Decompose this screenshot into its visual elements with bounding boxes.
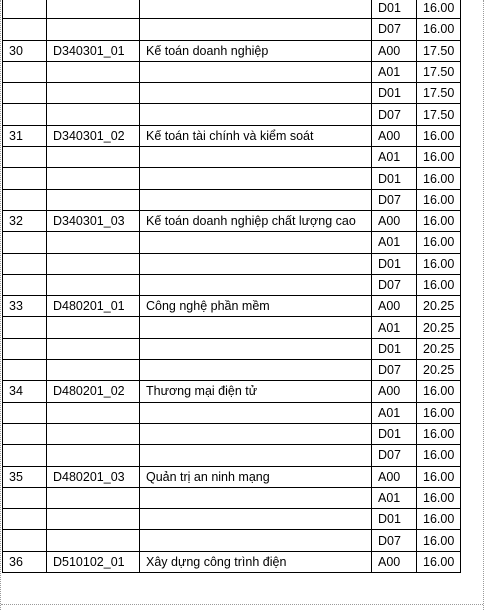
row-number-cell	[3, 104, 47, 125]
subject-combination-cell: A00	[372, 381, 417, 402]
table-row	[3, 296, 461, 317]
cutoff-score-cell: 17.50	[417, 83, 461, 104]
subject-combination-cell: D01	[372, 0, 417, 19]
table-row	[3, 530, 461, 551]
subject-combination-cell: A01	[372, 317, 417, 338]
table-body	[3, 0, 461, 573]
admission-score-table	[2, 0, 461, 573]
row-number-cell	[3, 168, 47, 189]
row-number-cell	[3, 402, 47, 423]
table-row	[3, 487, 461, 508]
row-number-cell	[3, 19, 47, 40]
table-row	[3, 125, 461, 146]
major-name-cell	[140, 232, 372, 253]
row-number-cell	[3, 338, 47, 359]
major-code-cell	[47, 402, 140, 423]
major-code-cell	[47, 253, 140, 274]
cutoff-score-cell: 16.00	[417, 232, 461, 253]
major-code-cell: D510102_01	[47, 551, 140, 572]
major-name-cell	[140, 530, 372, 551]
subject-combination-cell: D07	[372, 19, 417, 40]
table-row	[3, 338, 461, 359]
subject-combination-cell: A01	[372, 232, 417, 253]
row-number-cell: 30	[3, 40, 47, 61]
row-number-cell	[3, 487, 47, 508]
table-row	[3, 466, 461, 487]
major-code-cell	[47, 530, 140, 551]
major-code-cell: D340301_01	[47, 40, 140, 61]
major-name-cell	[140, 168, 372, 189]
subject-combination-cell: A00	[372, 210, 417, 231]
cutoff-score-cell: 16.00	[417, 381, 461, 402]
row-number-cell	[3, 232, 47, 253]
cutoff-score-cell: 16.00	[417, 445, 461, 466]
major-code-cell	[47, 83, 140, 104]
row-number-cell	[3, 253, 47, 274]
major-name-cell	[140, 189, 372, 210]
major-name-cell	[140, 445, 372, 466]
row-number-cell	[3, 509, 47, 530]
major-name-cell: Kế toán doanh nghiệp chất lượng cao	[140, 210, 372, 231]
major-code-cell	[47, 104, 140, 125]
cutoff-score-cell: 20.25	[417, 360, 461, 381]
row-number-cell: 36	[3, 551, 47, 572]
subject-combination-cell: D07	[372, 530, 417, 551]
row-number-cell	[3, 317, 47, 338]
cutoff-score-cell: 16.00	[417, 125, 461, 146]
subject-combination-cell: D07	[372, 274, 417, 295]
table-row	[3, 360, 461, 381]
table-row	[3, 0, 461, 19]
major-code-cell	[47, 317, 140, 338]
row-number-cell	[3, 83, 47, 104]
table-row	[3, 551, 461, 572]
table-row	[3, 189, 461, 210]
major-code-cell	[47, 487, 140, 508]
subject-combination-cell: A01	[372, 147, 417, 168]
major-name-cell	[140, 274, 372, 295]
major-code-cell: D480201_02	[47, 381, 140, 402]
subject-combination-cell: A00	[372, 40, 417, 61]
cutoff-score-cell: 20.25	[417, 338, 461, 359]
row-number-cell	[3, 530, 47, 551]
table-row	[3, 104, 461, 125]
major-code-cell	[47, 61, 140, 82]
cutoff-score-cell: 16.00	[417, 487, 461, 508]
cutoff-score-cell: 17.50	[417, 40, 461, 61]
subject-combination-cell: D01	[372, 83, 417, 104]
major-code-cell	[47, 423, 140, 444]
major-name-cell: Thương mại điện tử	[140, 381, 372, 402]
major-name-cell	[140, 104, 372, 125]
major-name-cell	[140, 83, 372, 104]
row-number-cell	[3, 147, 47, 168]
table-row	[3, 168, 461, 189]
major-code-cell	[47, 509, 140, 530]
major-name-cell: Kế toán tài chính và kiểm soát	[140, 125, 372, 146]
cutoff-score-cell: 16.00	[417, 274, 461, 295]
major-name-cell	[140, 509, 372, 530]
major-name-cell	[140, 253, 372, 274]
subject-combination-cell: A01	[372, 487, 417, 508]
major-code-cell	[47, 147, 140, 168]
cutoff-score-cell: 17.50	[417, 61, 461, 82]
table-row	[3, 445, 461, 466]
major-name-cell	[140, 402, 372, 423]
major-name-cell: Xây dựng công trình điện	[140, 551, 372, 572]
row-number-cell	[3, 189, 47, 210]
table-row	[3, 381, 461, 402]
major-code-cell: D340301_02	[47, 125, 140, 146]
subject-combination-cell: D07	[372, 360, 417, 381]
major-code-cell: D480201_01	[47, 296, 140, 317]
major-code-cell	[47, 189, 140, 210]
table-row	[3, 509, 461, 530]
subject-combination-cell: D01	[372, 338, 417, 359]
major-name-cell	[140, 0, 372, 19]
subject-combination-cell: D07	[372, 445, 417, 466]
cutoff-score-cell: 16.00	[417, 509, 461, 530]
subject-combination-cell: D07	[372, 104, 417, 125]
major-name-cell: Kế toán doanh nghiệp	[140, 40, 372, 61]
major-code-cell	[47, 445, 140, 466]
row-number-cell: 31	[3, 125, 47, 146]
major-name-cell: Quản trị an ninh mạng	[140, 466, 372, 487]
cutoff-score-cell: 20.25	[417, 317, 461, 338]
major-name-cell	[140, 317, 372, 338]
major-name-cell	[140, 19, 372, 40]
table-row	[3, 61, 461, 82]
subject-combination-cell: A00	[372, 551, 417, 572]
major-code-cell	[47, 168, 140, 189]
major-code-cell	[47, 338, 140, 359]
table-row	[3, 19, 461, 40]
major-name-cell	[140, 147, 372, 168]
major-name-cell	[140, 360, 372, 381]
table-row	[3, 402, 461, 423]
table-row	[3, 423, 461, 444]
subject-combination-cell: A00	[372, 466, 417, 487]
table-row	[3, 83, 461, 104]
table-row	[3, 147, 461, 168]
subject-combination-cell: A00	[372, 296, 417, 317]
major-code-cell	[47, 19, 140, 40]
subject-combination-cell: D01	[372, 253, 417, 274]
cutoff-score-cell: 16.00	[417, 210, 461, 231]
row-number-cell	[3, 360, 47, 381]
row-number-cell	[3, 445, 47, 466]
major-name-cell	[140, 61, 372, 82]
cutoff-score-cell: 16.00	[417, 551, 461, 572]
major-code-cell	[47, 232, 140, 253]
subject-combination-cell: D07	[372, 189, 417, 210]
table-row	[3, 253, 461, 274]
cutoff-score-cell: 16.00	[417, 147, 461, 168]
page-bottom-border	[1, 604, 484, 605]
subject-combination-cell: D01	[372, 509, 417, 530]
cutoff-score-cell: 16.00	[417, 402, 461, 423]
cutoff-score-cell: 16.00	[417, 466, 461, 487]
major-code-cell: D340301_03	[47, 210, 140, 231]
subject-combination-cell: A01	[372, 402, 417, 423]
major-name-cell: Công nghệ phần mềm	[140, 296, 372, 317]
table-row	[3, 317, 461, 338]
cutoff-score-cell: 20.25	[417, 296, 461, 317]
subject-combination-cell: D01	[372, 423, 417, 444]
row-number-cell	[3, 61, 47, 82]
table-row	[3, 210, 461, 231]
row-number-cell	[3, 0, 47, 19]
subject-combination-cell: A01	[372, 61, 417, 82]
cutoff-score-cell: 16.00	[417, 530, 461, 551]
major-code-cell	[47, 360, 140, 381]
cutoff-score-cell: 16.00	[417, 0, 461, 19]
cutoff-score-cell: 16.00	[417, 423, 461, 444]
major-name-cell	[140, 338, 372, 359]
cutoff-score-cell: 17.50	[417, 104, 461, 125]
subject-combination-cell: D01	[372, 168, 417, 189]
row-number-cell: 33	[3, 296, 47, 317]
table-row	[3, 40, 461, 61]
cutoff-score-cell: 16.00	[417, 19, 461, 40]
table-row	[3, 232, 461, 253]
cutoff-score-cell: 16.00	[417, 189, 461, 210]
major-code-cell	[47, 274, 140, 295]
subject-combination-cell: A00	[372, 125, 417, 146]
cutoff-score-cell: 16.00	[417, 168, 461, 189]
major-name-cell	[140, 423, 372, 444]
row-number-cell	[3, 423, 47, 444]
row-number-cell: 32	[3, 210, 47, 231]
major-name-cell	[140, 487, 372, 508]
major-code-cell: D480201_03	[47, 466, 140, 487]
row-number-cell: 34	[3, 381, 47, 402]
row-number-cell: 35	[3, 466, 47, 487]
table-row	[3, 274, 461, 295]
major-code-cell	[47, 0, 140, 19]
row-number-cell	[3, 274, 47, 295]
cutoff-score-cell: 16.00	[417, 253, 461, 274]
